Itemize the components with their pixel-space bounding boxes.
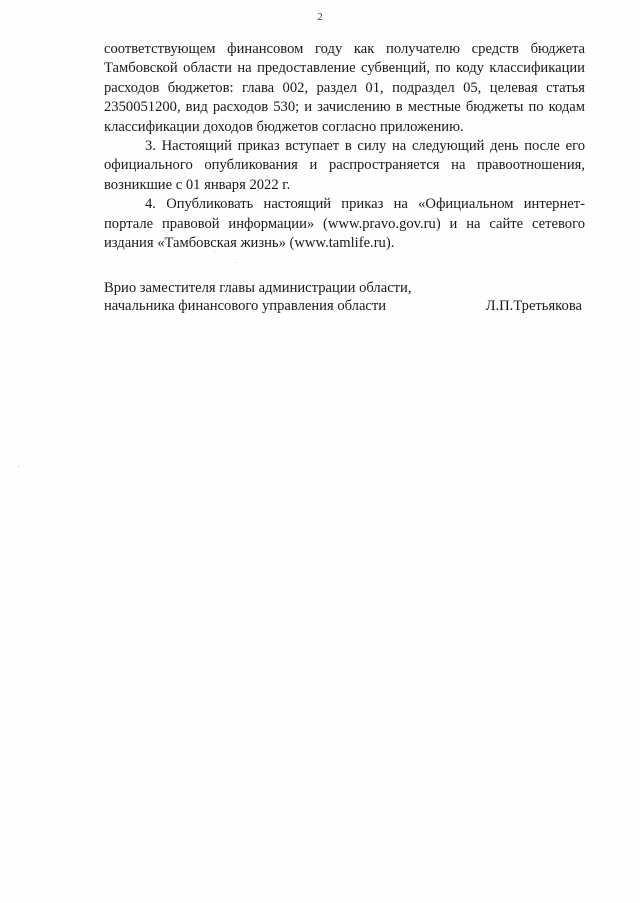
scan-speck: [236, 262, 237, 263]
scan-speck: [214, 251, 215, 252]
paragraph-4: 4. Опубликовать настоящий приказ на «Официальном интернет-портале правовой информации» (www.pravo.gov.ru) и на сайте сетевого издания «Тамбовская жизнь» (www.tamlife.ru).: [104, 196, 585, 252]
document-body: [104, 40, 585, 253]
paragraph-3: 3. Настоящий приказ вступает в силу на следующий день после его официального опубликования и распространяется на правоотношения, возникшие с 01 января 2022 г.: [104, 138, 585, 193]
scan-speck: [18, 466, 19, 467]
paragraph-continuation: соответствующем финансовом году как получателю средств бюджета Тамбовской области на предоставление субвенций, по коду классификации расходов бюджетов: глава 002, раздел 01, подраздел 05, целевая статья 2350051200, вид расходов 530; и зачислению в местные бюджеты по кодам классификации доходов бюджетов согласно приложению.: [104, 41, 585, 135]
page-number: 2: [317, 11, 323, 23]
signer-position-line-2: начальника финансового управления области: [104, 298, 387, 314]
signature-line-2: [104, 297, 582, 315]
signer-name: Л.П.Третьякова: [485, 298, 582, 314]
signature-line-1: [104, 279, 582, 297]
signer-position-line-1: Врио заместителя главы администрации области,: [104, 280, 412, 296]
signature-block: [104, 279, 582, 315]
